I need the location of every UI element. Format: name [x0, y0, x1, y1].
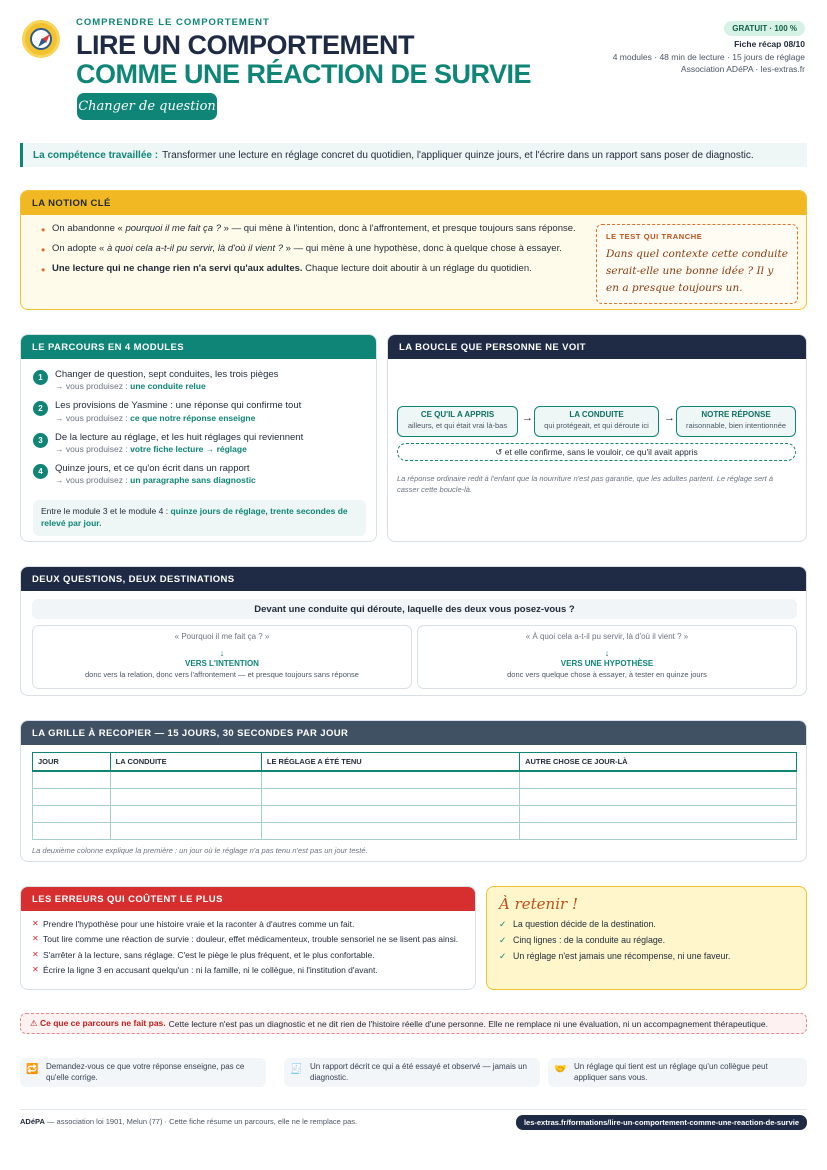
loop-node: NOTRE RÉPONSE raisonnable, bien intentionnée [676, 406, 796, 437]
compass-logo-icon [22, 20, 60, 58]
erreurs-title: LES ERREURS QUI COÛTENT LE PLUS [21, 887, 475, 911]
repeat-icon: 🔁 [26, 1064, 39, 1075]
retenir-list [499, 919, 730, 967]
module-item [33, 463, 368, 485]
module-item [33, 400, 368, 422]
module-output: → vous produisez : une conduite relue [55, 381, 206, 392]
subtitle-pill: Changer de question [77, 93, 217, 120]
erreur-item: ✕ Écrire la ligne 3 en accusant quelqu'un : ni la famille, ni le collègue, ni l'institution d'avant. [32, 965, 470, 976]
notion-title: LA NOTION CLÉ [21, 191, 806, 215]
erreur-item: ✕ Prendre l'hypothèse pour une histoire vraie et la raconter à d'autres comme un fait. [32, 919, 470, 930]
parcours-title: LE PARCOURS EN 4 MODULES [21, 335, 376, 359]
deux-title: DEUX QUESTIONS, DEUX DESTINATIONS [21, 567, 806, 591]
erreur-item: ✕ Tout lire comme une réaction de survie : douleur, effet médicamenteux, trouble sensoriel ne se lisent pas ainsi. [32, 934, 470, 945]
retenir-item: ✓ La question décide de la destination. [499, 919, 730, 929]
notion-card [20, 190, 807, 310]
module-number: 1 [33, 370, 48, 385]
competence-label: La compétence travaillée : [33, 149, 159, 161]
footer-divider [20, 1109, 807, 1110]
grid-row [33, 822, 797, 839]
parcours-card [20, 334, 377, 542]
grille-note: La deuxième colonne explique la première : un jour où le réglage n'a pas tenu n'est pas un jour testé. [32, 846, 368, 855]
handshake-icon: 🤝 [554, 1064, 567, 1075]
module-item [33, 369, 368, 391]
free-badge: GRATUIT · 100 % [724, 21, 805, 36]
meta-line-1: 4 modules · 48 min de lecture · 15 jours de réglage [612, 52, 805, 62]
footer-url-link[interactable]: les-extras.fr/formations/lire-un-comportement-comme-une-reaction-de-survie [516, 1115, 807, 1130]
receipt-icon: 🧾 [290, 1064, 303, 1075]
grid-row [33, 771, 797, 788]
tip-card: 🧾 Un rapport décrit ce qui a été essayé et observé — jamais un diagnostic. [284, 1058, 540, 1087]
module-list [33, 369, 368, 494]
loop-return: ↺ et elle confirme, sans le vouloir, ce qu'il avait appris [397, 443, 796, 461]
module-number: 4 [33, 464, 48, 479]
grid-column-header: AUTRE CHOSE CE JOUR-LÀ [520, 753, 797, 772]
module-title: Quinze jours, et ce qu'on écrit dans un rapport [55, 463, 250, 475]
erreurs-list [32, 919, 470, 981]
module-title: Changer de question, sept conduites, les trois pièges [55, 369, 279, 380]
retenir-item: ✓ Cinq lignes : de la conduite au réglage. [499, 935, 730, 945]
grid-row [33, 788, 797, 805]
grid-row [33, 805, 797, 822]
deux-questions-card [20, 566, 807, 696]
question-bar: Devant une conduite qui déroute, laquelle des deux vous posez-vous ? [32, 599, 797, 619]
retenir-item: ✓ Un réglage n'est jamais une récompense, ni une faveur. [499, 951, 730, 961]
test-box [596, 224, 798, 304]
grid-column-header: LE RÉGLAGE A ÉTÉ TENU [261, 753, 519, 772]
tip-card: 🤝 Un réglage qui tient est un réglage qu'un collègue peut appliquer sans vous. [548, 1058, 807, 1087]
retenir-title: À retenir ! [499, 895, 578, 913]
between-note: Entre le module 3 et le module 4 : quinze jours de réglage, trente secondes de relevé par jour. [33, 500, 366, 536]
arrow-down-icon: ↓ [219, 648, 225, 658]
module-number: 2 [33, 401, 48, 416]
competence-banner [20, 143, 807, 167]
warning-text: Cette lecture n'est pas un diagnostic et ne dit rien de l'histoire réelle d'une personne. Elle ne remplace ni une évaluation, ni un accompagnement thérapeutique. [168, 1018, 768, 1029]
notion-bullet: • On adopte « à quoi cela a-t-il pu servir, là d'où il vient ? » — qui mène à une hypothèse, donc à quelque chose à essayer. [41, 243, 596, 256]
module-item [33, 432, 368, 454]
arrow-down-icon: ↓ [604, 648, 610, 658]
module-output: → vous produisez : un paragraphe sans diagnostic [55, 475, 256, 486]
erreur-item: ✕ S'arrêter à la lecture, sans réglage. C'est le piège le plus fréquent, et le plus confortable. [32, 950, 470, 961]
page-title-line1: LIRE UN COMPORTEMENT [76, 30, 414, 60]
grid-column-header: LA CONDUITE [110, 753, 261, 772]
warning-label: ⚠ Ce que ce parcours ne fait pas. [30, 1018, 166, 1028]
arrow-icon: → [664, 412, 675, 424]
module-title: De la lecture au réglage, et les huit réglages qui reviennent [55, 431, 304, 443]
sheet-number: Fiche récap 08/10 [734, 39, 805, 49]
boucle-note: La réponse ordinaire redit à l'enfant que la nourriture n'est pas garantie, que les adultes partent. Le réglage sert à casser cette boucle-là. [397, 474, 774, 494]
competence-text: Transformer une lecture en réglage concret du quotidien, l'appliquer quinze jours, et l'écrire dans un rapport sans poser de diagnostic. [162, 149, 754, 161]
module-output: → vous produisez : votre fiche lecture → réglage [55, 444, 247, 455]
grille-card [20, 720, 807, 862]
boucle-title: LA BOUCLE QUE PERSONNE NE VOIT [388, 335, 806, 359]
notion-bullets [41, 223, 596, 282]
grille-title: LA GRILLE À RECOPIER — 15 JOURS, 30 SECONDES PAR JOUR [21, 721, 806, 745]
grid-column-header: JOUR [33, 753, 111, 772]
retenir-card [486, 886, 807, 990]
loop-node: LA CONDUITE qui protégeait, et qui déroute ici [534, 406, 659, 437]
tracking-grid [32, 752, 797, 840]
loop-node: CE QU'IL A APPRIS ailleurs, et qui était vrai là-bas [397, 406, 518, 437]
meta-line-2: Association ADéPA · les-extras.fr [680, 64, 805, 74]
test-label: LE TEST QUI TRANCHE [606, 232, 703, 241]
module-output: → vous produisez : ce que notre réponse enseigne [55, 412, 256, 423]
tip-card: 🔁 Demandez-vous ce que votre réponse enseigne, pas ce qu'elle corrige. [20, 1058, 266, 1087]
destination-hypothese: « À quoi cela a-t-il pu servir, là d'où il vient ? » ↓ VERS UNE HYPOTHÈSE donc vers quelque chose à essayer, à tester en quinze jours [417, 625, 797, 689]
grid-header-row [33, 753, 797, 772]
destination-intention: « Pourquoi il me fait ça ? » ↓ VERS L'INTENTION donc vers la relation, donc vers l'affrontement — et presque toujours sans réponse [32, 625, 412, 689]
module-number: 3 [33, 433, 48, 448]
test-text: Dans quel contexte cette conduite serait-elle une bonne idée ? Il y en a presque toujours un. [606, 248, 788, 294]
footer-text: ADéPA — association loi 1901, Melun (77) · Cette fiche résume un parcours, elle ne le remplace pas. [20, 1117, 358, 1126]
boucle-card [387, 334, 807, 542]
notion-bullet: • On abandonne « pourquoi il me fait ça ? » — qui mène à l'intention, donc à l'affrontement, et presque toujours sans réponse. [41, 223, 596, 236]
kicker: COMPRENDRE LE COMPORTEMENT [76, 17, 270, 28]
warning-banner [20, 1013, 807, 1034]
page-title-line2: COMME UNE RÉACTION DE SURVIE [76, 59, 532, 89]
module-title: Les provisions de Yasmine : une réponse qui confirme tout [55, 400, 302, 412]
arrow-icon: → [522, 412, 533, 424]
notion-bullet: • Une lecture qui ne change rien n'a servi qu'aux adultes. Chaque lecture doit aboutir à un réglage du quotidien. [41, 263, 596, 276]
erreurs-card [20, 886, 476, 990]
